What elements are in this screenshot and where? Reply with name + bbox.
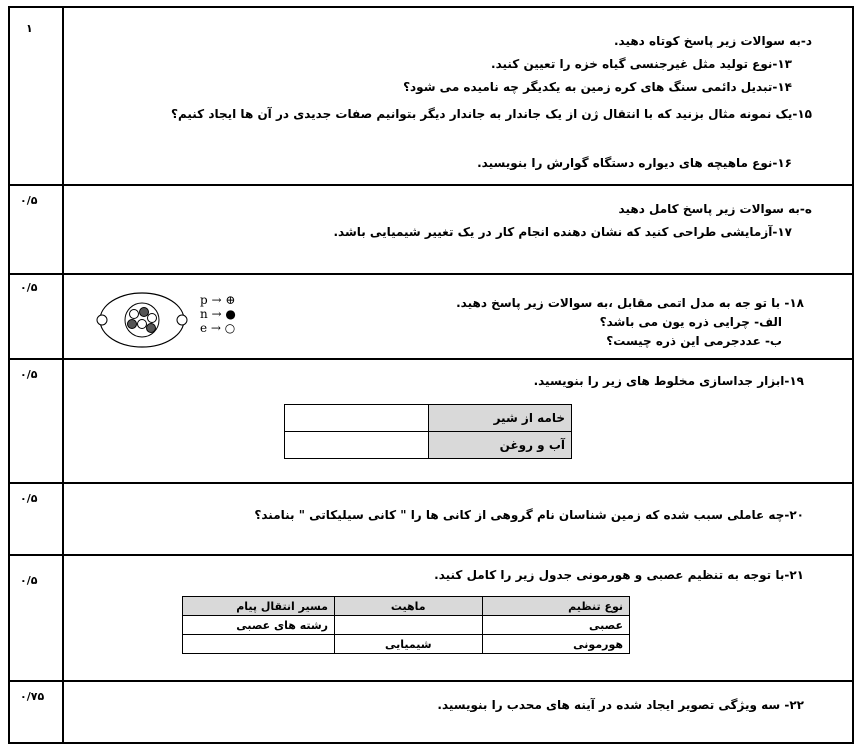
table-row bbox=[285, 405, 572, 432]
atom-legend bbox=[200, 293, 236, 335]
legend-neutron: n → ● bbox=[200, 307, 236, 321]
neutron bbox=[147, 324, 156, 333]
table-cell: خامه از شیر bbox=[429, 405, 572, 432]
row-score: ۰/۵ bbox=[20, 492, 38, 505]
table-cell: رشته های عصبی bbox=[183, 616, 335, 635]
table-cell: آب و روغن bbox=[429, 432, 572, 459]
question-18-a: الف- چرایی ذره یون می باشد؟ bbox=[599, 315, 782, 329]
row-score: ۱ bbox=[26, 22, 33, 35]
neutron bbox=[140, 308, 149, 317]
electron-right bbox=[177, 315, 187, 325]
row-divider bbox=[10, 680, 852, 682]
table-cell: شیمیایی bbox=[335, 635, 483, 654]
table-cell: عصبی bbox=[482, 616, 630, 635]
question-17: ۱۷-آزمایشی طراحی کنید که نشان دهنده انجام کار در یک تغییر شیمیایی باشد. bbox=[333, 225, 792, 239]
regulation-table bbox=[182, 596, 630, 654]
table-row bbox=[183, 616, 630, 635]
row-score: ۰/۵ bbox=[20, 574, 38, 587]
score-column-divider bbox=[62, 8, 64, 742]
question-18: ۱۸- با تو جه به مدل اتمی مقابل ،به سوالات زیر پاسخ دهید. bbox=[456, 296, 804, 310]
table-header: ماهیت bbox=[335, 597, 483, 616]
neutron bbox=[128, 320, 137, 329]
answer-cell[interactable] bbox=[285, 432, 429, 459]
row-score: ۰/۵ bbox=[20, 194, 38, 207]
question-20: ۲۰-چه عاملی سبب شده که زمین شناسان نام گروهی از کانی ها را " کانی سیلیکاتی " بنامند؟ bbox=[254, 508, 804, 522]
proton bbox=[148, 314, 157, 323]
answer-cell[interactable] bbox=[183, 635, 335, 654]
row-divider bbox=[10, 358, 852, 360]
question-14: ۱۴-تبدیل دائمی سنگ های کره زمین به یکدیگر چه نامیده می شود؟ bbox=[403, 80, 792, 94]
row-divider bbox=[10, 482, 852, 484]
exam-frame bbox=[8, 6, 854, 744]
section-heading: ه-به سوالات زیر پاسخ کامل دهید bbox=[618, 202, 812, 216]
row-divider bbox=[10, 273, 852, 275]
legend-electron: e → ○ bbox=[200, 321, 236, 335]
answer-cell[interactable] bbox=[285, 405, 429, 432]
question-16: ۱۶-نوع ماهیچه های دیواره دستگاه گوارش را بنویسید. bbox=[477, 156, 792, 170]
question-18-b: ب- عددجرمی این ذره چیست؟ bbox=[606, 334, 782, 348]
question-22: ۲۲- سه ویژگی تصویر ایجاد شده در آینه های محدب را بنویسید. bbox=[437, 698, 804, 712]
table-row bbox=[183, 635, 630, 654]
question-19: ۱۹-ابزار جداسازی مخلوط های زیر را بنویسید. bbox=[533, 374, 804, 388]
table-header: نوع تنظیم bbox=[482, 597, 630, 616]
table-row bbox=[285, 432, 572, 459]
section-heading: د-به سوالات زیر پاسخ کوتاه دهید. bbox=[613, 34, 812, 48]
row-score: ۰/۵ bbox=[20, 281, 38, 294]
question-21: ۲۱-با توجه به تنظیم عصبی و هورمونی جدول زیر را کامل کنید. bbox=[434, 568, 804, 582]
proton bbox=[130, 310, 139, 319]
question-13: ۱۳-نوع تولید مثل غیرجنسی گیاه خزه را تعیین کنید. bbox=[491, 57, 792, 71]
proton bbox=[138, 320, 147, 329]
answer-cell[interactable] bbox=[335, 616, 483, 635]
table-cell: هورمونی bbox=[482, 635, 630, 654]
atom-model-diagram bbox=[94, 290, 194, 350]
row-score: ۰/۵ bbox=[20, 368, 38, 381]
electron-left bbox=[97, 315, 107, 325]
question-15: ۱۵-یک نمونه مثال بزنید که با انتقال ژن از یک جاندار به جاندار دیگر بتوانیم صفات جدیدی در آن ها ایجاد کنیم؟ bbox=[171, 107, 812, 121]
row-divider bbox=[10, 184, 852, 186]
row-score: ۰/۷۵ bbox=[20, 690, 45, 703]
row-divider bbox=[10, 554, 852, 556]
table-header: مسیر انتقال پیام bbox=[183, 597, 335, 616]
separation-table bbox=[284, 404, 572, 459]
legend-proton: p → ⊕ bbox=[200, 293, 236, 307]
table-header-row bbox=[183, 597, 630, 616]
